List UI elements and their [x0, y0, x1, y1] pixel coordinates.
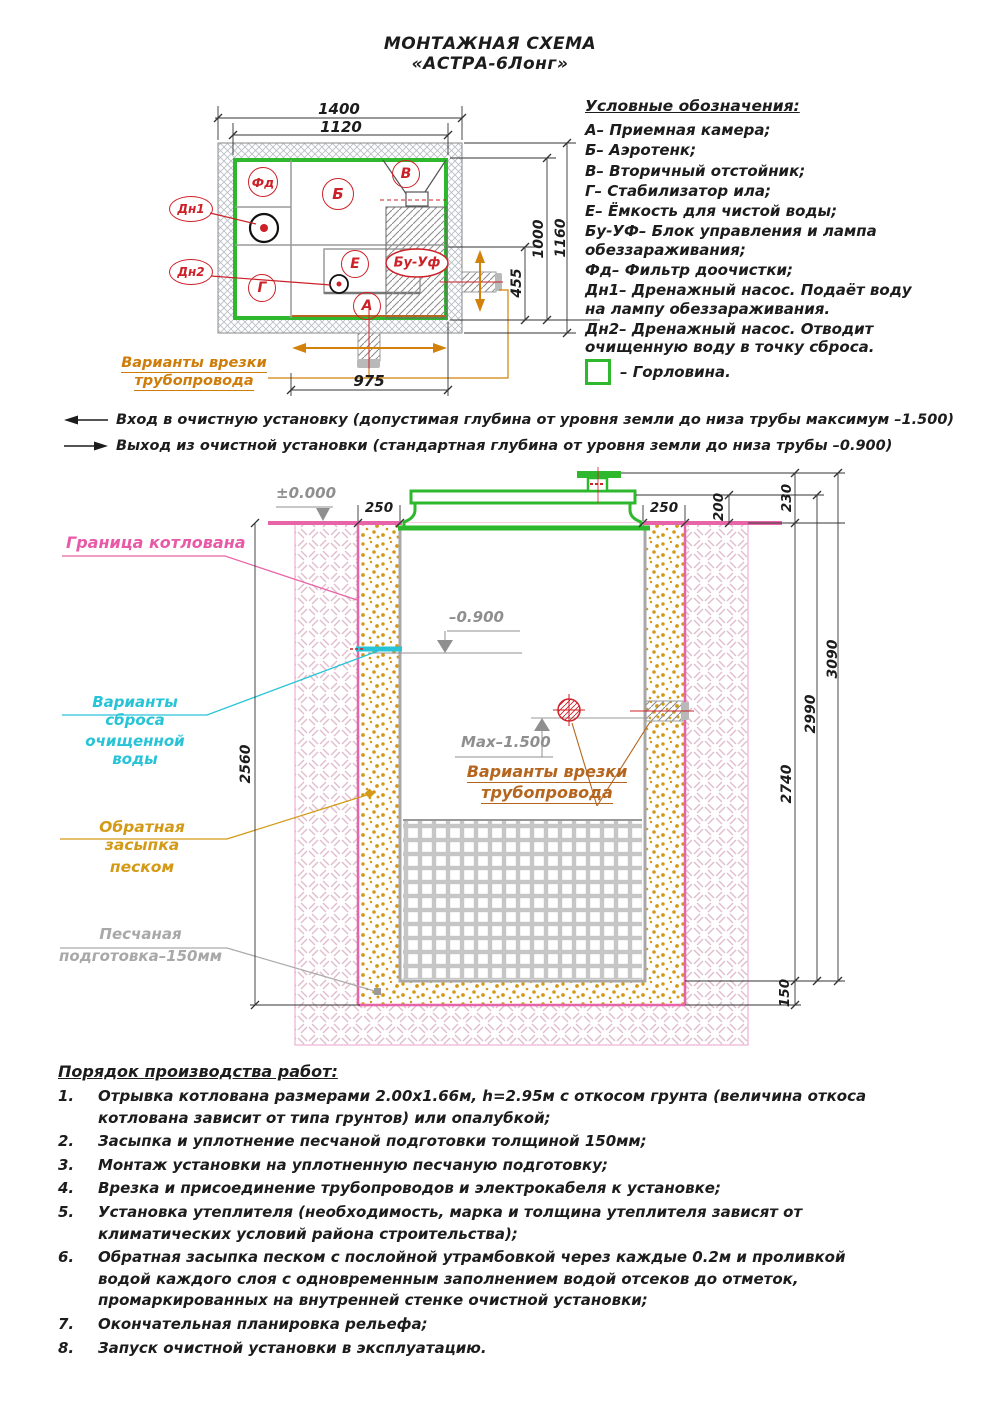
label-bu-uf: Бу-Уф: [393, 255, 441, 271]
dim-plan-1400: 1400: [318, 100, 360, 118]
dim-plan-975: 975: [353, 372, 385, 390]
item-number: 4.: [58, 1179, 75, 1198]
legend: [585, 97, 935, 385]
item-number: 6.: [58, 1248, 75, 1267]
plan-pipe-note-line1: Варианты врезки: [121, 355, 267, 371]
level-zero: ±0.000: [276, 484, 337, 502]
item-text: Обратная засыпка песком с послойной утрамбовкой через каждые 0.2м и проливкой водой каждого слоя с одновременным заполнением водой отсеков до отметок, промаркированных на внутренней стенке очистной установки;: [98, 1248, 846, 1310]
sand-backfill-left: [358, 523, 400, 981]
compartment-g: Г: [248, 274, 276, 302]
compartment-a: А: [353, 292, 381, 320]
dim-250-right: 250: [649, 500, 679, 516]
work-order-item: [58, 1131, 893, 1153]
dim-230: 230: [779, 483, 795, 513]
label-sand-prep-line1: Песчаная: [99, 925, 182, 943]
item-text: Установка утеплителя (необходимость, марка и толщина утеплителя зависят от климатических условий района строительства);: [98, 1202, 803, 1243]
dim-plan-1000: 1000: [531, 219, 547, 259]
label-dn1: Дн1: [169, 196, 213, 222]
compartment-e: Е: [341, 250, 369, 278]
legend-item: В– Вторичный отстойник;: [585, 161, 806, 180]
legend-gorlovina-label: – Горловина.: [620, 363, 731, 382]
compartment-fd: Фд: [248, 167, 278, 197]
work-order-item: [58, 1178, 893, 1200]
dim-plan-1120: 1120: [320, 118, 362, 136]
label-backfill-line2: песком: [109, 858, 175, 876]
item-text: Окончательная планировка рельефа;: [98, 1314, 428, 1333]
item-number: 2.: [58, 1132, 75, 1151]
legend-gorlovina-row: [585, 359, 935, 385]
dim-250-left: 250: [364, 500, 394, 516]
label-discharge-line2: очищенной воды: [85, 732, 185, 768]
note-inlet: [64, 412, 954, 428]
legend-item: Фд– Фильтр доочистки;: [585, 260, 794, 279]
section-pipe-note: [448, 762, 646, 804]
tank-bottom-mesh: [403, 820, 642, 979]
dim-200: 200: [711, 492, 727, 522]
label-discharge-line1: Варианты сброса: [92, 693, 178, 729]
item-text: Врезка и присоединение трубопроводов и электрокабеля к установке;: [98, 1179, 721, 1198]
label-pit-boundary: Граница котлована: [66, 533, 246, 552]
item-text: Засыпка и уплотнение песчаной подготовки толщиной 150мм;: [98, 1132, 647, 1151]
arrow-left-icon: [64, 414, 108, 426]
plan-pipe-note: [118, 355, 270, 391]
dim-2560: 2560: [238, 744, 254, 784]
item-number: 8.: [58, 1338, 75, 1357]
compartment-v: В: [392, 160, 420, 188]
level-max-1500: Max–1.500: [461, 733, 551, 751]
note-inlet-text: Вход в очистную установку (допустимая глубина от уровня земли до низа трубы максимум –1.500): [116, 412, 955, 428]
drawing-title: [350, 34, 630, 74]
section-pipe-note-line1: Варианты врезки: [466, 762, 628, 781]
legend-item: Дн2– Дренажный насос. Отводит очищенную воду в точку сброса.: [585, 319, 875, 357]
work-order-item: [58, 1338, 893, 1360]
label-sand-prep: [53, 925, 228, 965]
item-number: 5.: [58, 1202, 75, 1221]
work-order-item: [58, 1247, 893, 1312]
dim-150: 150: [777, 978, 793, 1008]
note-outlet-text: Выход из очистной установки (стандартная глубина от уровня земли до низа трубы –0.900): [116, 438, 893, 454]
label-backfill: [62, 818, 222, 876]
neck-swatch-icon: [585, 359, 611, 385]
item-number: 3.: [58, 1155, 75, 1174]
item-text: Запуск очистной установки в эксплуатацию.: [98, 1338, 487, 1357]
sand-backfill-right: [643, 523, 685, 981]
dim-2990: 2990: [803, 694, 819, 734]
legend-item: Бу-УФ– Блок управления и лампа обеззараживания;: [585, 222, 877, 259]
dim-plan-1160: 1160: [553, 218, 569, 258]
compartment-b: Б: [322, 178, 354, 210]
label-dn2: Дн2: [169, 259, 213, 285]
green-lid: [398, 467, 650, 528]
legend-title: Условные обозначения:: [585, 97, 800, 115]
work-order-item: [58, 1086, 893, 1129]
item-text: Отрывка котлована размерами 2.00х1.66м, h=2.95м с откосом грунта (величина откоса котлована зависит от типа грунтов) или опалубкой;: [98, 1087, 867, 1127]
legend-item: Б– Аэротенк;: [585, 141, 697, 160]
work-order-item: [58, 1155, 893, 1177]
label-sand-prep-line2: подготовка–150мм: [58, 947, 223, 965]
work-order-title: Порядок производства работ:: [58, 1062, 338, 1081]
label-backfill-line1: Обратная засыпка: [99, 818, 185, 854]
label-discharge: [60, 693, 210, 768]
note-outlet: [64, 438, 892, 454]
title-line2: «АСТРА-6Лонг»: [411, 54, 569, 74]
dim-3090: 3090: [825, 639, 841, 679]
item-text: Монтаж установки на уплотненную песчаную подготовку;: [98, 1155, 608, 1174]
legend-item: Г– Стабилизатор ила;: [585, 181, 771, 200]
sand-preparation-layer: [358, 981, 685, 1005]
work-order-item: [58, 1314, 893, 1336]
section-pipe-note-line2: трубопровода: [481, 783, 613, 802]
item-number: 7.: [58, 1314, 75, 1333]
arrow-right-icon: [64, 440, 108, 452]
work-order: [58, 1062, 893, 1359]
title-line1: МОНТАЖНАЯ СХЕМА: [383, 34, 597, 54]
item-number: 1.: [58, 1087, 75, 1105]
legend-item: А– Приемная камера;: [585, 120, 771, 139]
legend-item: Е– Ёмкость для чистой воды;: [585, 202, 838, 221]
plan-pipe-note-line2: трубопровода: [134, 373, 254, 389]
dim-plan-455: 455: [509, 268, 525, 298]
work-order-item: [58, 1202, 893, 1245]
legend-item: Дн1– Дренажный насос. Подаёт воду на лампу обеззараживания.: [585, 281, 912, 318]
dim-2740: 2740: [779, 764, 795, 804]
level-minus-0900: –0.900: [449, 608, 504, 626]
